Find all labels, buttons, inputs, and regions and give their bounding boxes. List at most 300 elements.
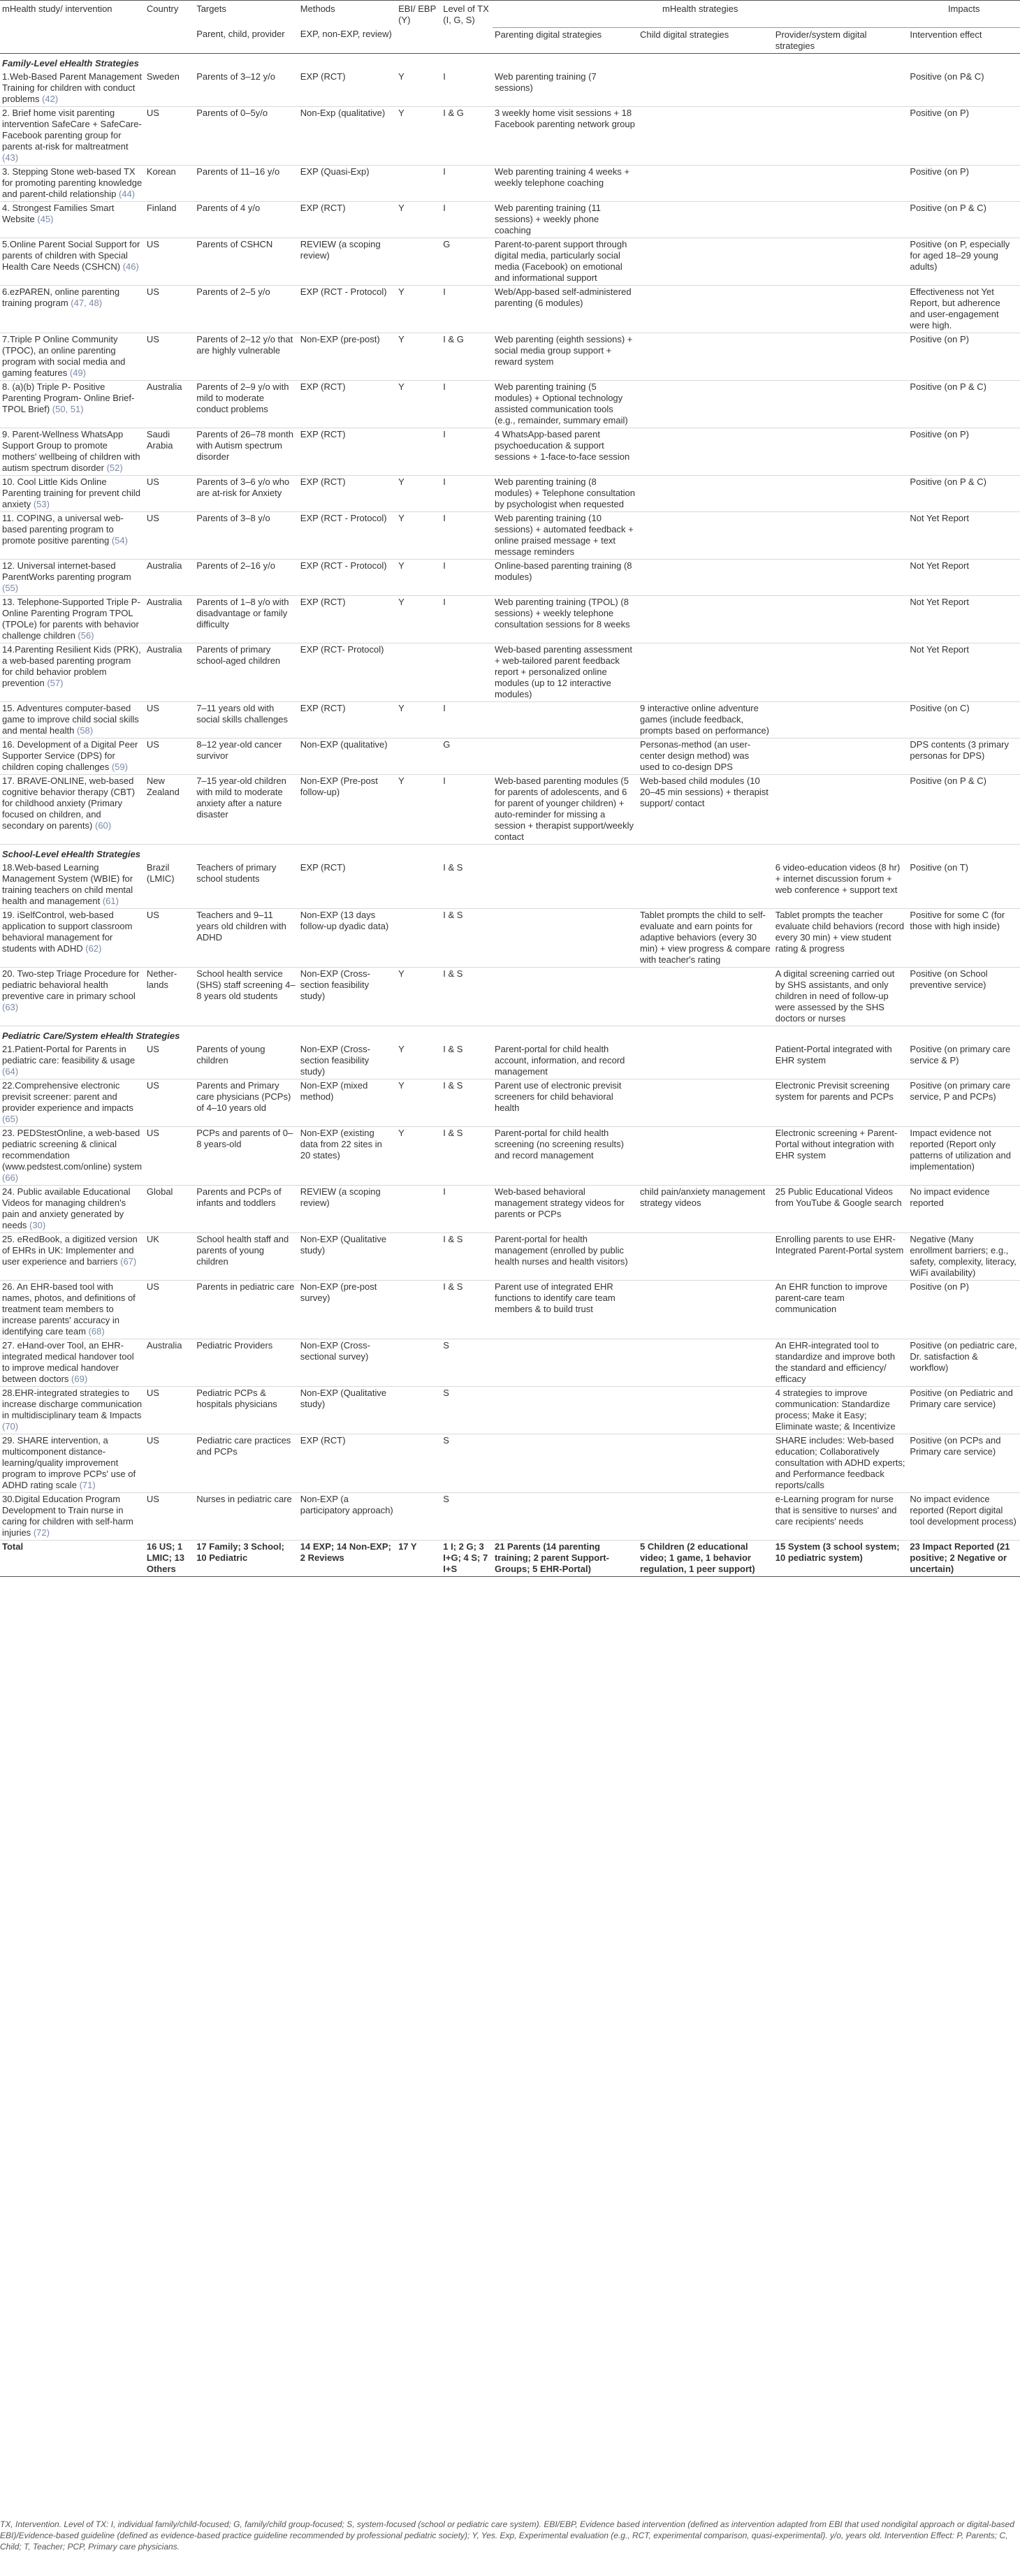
cell-effect: Positive (on C) bbox=[908, 701, 1020, 738]
header-targets: Targets bbox=[194, 1, 298, 28]
total-country: 16 US; 1 LMIC; 13 Others bbox=[145, 1540, 194, 1576]
cell-provider: Electronic Previsit screening system for parents and PCPs bbox=[773, 1079, 908, 1126]
cell-methods: Non-EXP (pre-post) bbox=[298, 333, 396, 380]
table-body bbox=[0, 53, 1020, 1540]
cell-country: Global bbox=[145, 1185, 194, 1232]
cell-study bbox=[0, 559, 145, 595]
study-title: 28.EHR-integrated strategies to increase discharge communication in multidisciplinary team & Impacts bbox=[2, 1387, 143, 1420]
cell-country: US bbox=[145, 908, 194, 967]
cell-study bbox=[0, 738, 145, 774]
cell-country: US bbox=[145, 1126, 194, 1185]
study-reference: (55) bbox=[2, 582, 19, 593]
cell-country: Finland bbox=[145, 201, 194, 238]
cell-provider bbox=[773, 643, 908, 701]
cell-level: G bbox=[441, 238, 493, 285]
cell-child: Tablet prompts the child to self-evaluate and earn points for adaptive behaviors (every 30 min) + view progress & compare with teacher's rating bbox=[638, 908, 773, 967]
cell-country: Australia bbox=[145, 595, 194, 643]
table-row bbox=[0, 908, 1020, 967]
cell-country: Korean bbox=[145, 165, 194, 201]
cell-level: I & S bbox=[441, 1280, 493, 1339]
cell-targets: Pediatric care practices and PCPs bbox=[194, 1434, 298, 1492]
cell-parenting: Web/App-based self-administered parenting (6 modules) bbox=[493, 285, 638, 333]
cell-ebi: Y bbox=[396, 1126, 441, 1185]
study-reference: (64) bbox=[2, 1065, 19, 1077]
cell-effect: Positive for some C (for those with high inside) bbox=[908, 908, 1020, 967]
table-row bbox=[0, 1185, 1020, 1232]
study-title: 27. eHand-over Tool, an EHR-integrated medical handover tool to improve medical handover between doctors bbox=[2, 1339, 134, 1384]
cell-child bbox=[638, 238, 773, 285]
cell-effect: Positive (on primary care service & P) bbox=[908, 1043, 1020, 1079]
cell-provider: A digital screening carried out by SHS assistants, and only children in need of follow-up were assessed by the SHS doctors or nurses bbox=[773, 967, 908, 1026]
cell-methods: EXP (RCT) bbox=[298, 380, 396, 428]
study-title: 17. BRAVE-ONLINE, web-based cognitive behavior therapy (CBT) for childhood anxiety (Primary focused on children, and secondary on parents) bbox=[2, 775, 136, 831]
cell-level: I bbox=[441, 701, 493, 738]
cell-country: US bbox=[145, 511, 194, 559]
cell-child bbox=[638, 511, 773, 559]
cell-parenting: 3 weekly home visit sessions + 18 Facebook parenting network group bbox=[493, 106, 638, 165]
cell-level: I bbox=[441, 595, 493, 643]
cell-ebi: Y bbox=[396, 71, 441, 107]
cell-targets: Parents of primary school-aged children bbox=[194, 643, 298, 701]
section-header-row bbox=[0, 844, 1020, 861]
cell-study bbox=[0, 701, 145, 738]
cell-parenting: Online-based parenting training (8 modules) bbox=[493, 559, 638, 595]
cell-study bbox=[0, 1079, 145, 1126]
cell-study bbox=[0, 475, 145, 511]
table-row bbox=[0, 428, 1020, 475]
cell-provider: e-Learning program for nurse that is sensitive to nurses' and care recipients' needs bbox=[773, 1492, 908, 1540]
cell-parenting: Parent-to-parent support through digital media, particularly social media (Facebook) on emotional and informational support bbox=[493, 238, 638, 285]
cell-parenting bbox=[493, 908, 638, 967]
cell-study bbox=[0, 1386, 145, 1434]
table-row bbox=[0, 774, 1020, 844]
cell-targets: Parents of 2–12 y/o that are highly vulnerable bbox=[194, 333, 298, 380]
total-methods: 14 EXP; 14 Non-EXP; 2 Reviews bbox=[298, 1540, 396, 1576]
cell-parenting: Parent use of electronic previsit screeners for child behavioral health bbox=[493, 1079, 638, 1126]
cell-child bbox=[638, 861, 773, 909]
cell-targets: Teachers and 9–11 years old children with ADHD bbox=[194, 908, 298, 967]
cell-country: UK bbox=[145, 1232, 194, 1280]
cell-level: I & S bbox=[441, 1232, 493, 1280]
study-reference: (65) bbox=[2, 1113, 19, 1124]
study-reference: (68) bbox=[88, 1325, 105, 1337]
cell-parenting bbox=[493, 1434, 638, 1492]
study-title: 16. Development of a Digital Peer Supporter Service (DPS) for children coping challenges bbox=[2, 738, 138, 772]
cell-effect: Positive (on Pediatric and Primary care service) bbox=[908, 1386, 1020, 1434]
cell-provider: SHARE includes: Web-based education; Collaboratively consultation with ADHD experts; and Performance feedback reports/calls bbox=[773, 1434, 908, 1492]
cell-level: S bbox=[441, 1434, 493, 1492]
header-row-2 bbox=[0, 27, 1020, 53]
cell-methods: EXP (RCT) bbox=[298, 595, 396, 643]
study-reference: (57) bbox=[47, 677, 64, 688]
study-title: 2. Brief home visit parenting intervention SafeCare + SafeCare-Facebook parenting group for parents at-risk for maltreatment bbox=[2, 107, 142, 152]
table-row bbox=[0, 1232, 1020, 1280]
cell-country: Australia bbox=[145, 559, 194, 595]
cell-provider: Enrolling parents to use EHR-Integrated Parent-Portal system bbox=[773, 1232, 908, 1280]
cell-methods: Non-EXP (Cross-section feasibility study) bbox=[298, 967, 396, 1026]
cell-effect: Positive (on School preventive service) bbox=[908, 967, 1020, 1026]
cell-provider bbox=[773, 333, 908, 380]
header-methods-sub: EXP, non-EXP, review) bbox=[298, 27, 396, 53]
section-title: Pediatric Care/System eHealth Strategies bbox=[2, 1030, 180, 1041]
cell-targets: School health staff and parents of young children bbox=[194, 1232, 298, 1280]
table-row bbox=[0, 967, 1020, 1026]
cell-provider bbox=[773, 774, 908, 844]
cell-ebi bbox=[396, 1280, 441, 1339]
cell-country: US bbox=[145, 475, 194, 511]
study-title: 10. Cool Little Kids Online Parenting training for prevent child anxiety bbox=[2, 476, 141, 509]
cell-study bbox=[0, 1126, 145, 1185]
table-row bbox=[0, 165, 1020, 201]
cell-methods: Non-EXP (a participatory approach) bbox=[298, 1492, 396, 1540]
study-reference: (62) bbox=[85, 943, 102, 954]
cell-provider: Tablet prompts the teacher evaluate child behaviors (record every 30 min) + view student rating & progress bbox=[773, 908, 908, 967]
study-reference: (72) bbox=[33, 1527, 50, 1538]
cell-effect: Positive (on P & C) bbox=[908, 380, 1020, 428]
study-reference: (63) bbox=[2, 1001, 19, 1012]
study-title: 30.Digital Education Program Development to Train nurse in caring for children with self-harm injuries bbox=[2, 1493, 133, 1538]
study-reference: (66) bbox=[2, 1172, 19, 1183]
cell-country: Australia bbox=[145, 380, 194, 428]
cell-methods: EXP (RCT - Protocol) bbox=[298, 559, 396, 595]
cell-study bbox=[0, 201, 145, 238]
cell-ebi bbox=[396, 1339, 441, 1386]
cell-country: US bbox=[145, 1043, 194, 1079]
cell-targets: Teachers of primary school students bbox=[194, 861, 298, 909]
total-level: 1 I; 2 G; 3 I+G; 4 S; 7 I+S bbox=[441, 1540, 493, 1576]
section-title: School-Level eHealth Strategies bbox=[2, 848, 140, 859]
cell-study bbox=[0, 1232, 145, 1280]
cell-level: I bbox=[441, 428, 493, 475]
cell-child bbox=[638, 475, 773, 511]
cell-country: US bbox=[145, 1280, 194, 1339]
cell-methods: EXP (RCT) bbox=[298, 428, 396, 475]
cell-effect: Positive (on P) bbox=[908, 106, 1020, 165]
cell-methods: EXP (RCT - Protocol) bbox=[298, 511, 396, 559]
table-row bbox=[0, 738, 1020, 774]
cell-ebi bbox=[396, 643, 441, 701]
cell-methods: EXP (RCT- Protocol) bbox=[298, 643, 396, 701]
cell-level: I & S bbox=[441, 1126, 493, 1185]
cell-targets: Nurses in pediatric care bbox=[194, 1492, 298, 1540]
cell-child bbox=[638, 1386, 773, 1434]
cell-ebi bbox=[396, 908, 441, 967]
cell-ebi: Y bbox=[396, 475, 441, 511]
cell-targets: Parents and Primary care physicians (PCPs) of 4–10 years old bbox=[194, 1079, 298, 1126]
cell-study bbox=[0, 511, 145, 559]
cell-targets: 8–12 year-old cancer survivor bbox=[194, 738, 298, 774]
cell-level: I & S bbox=[441, 908, 493, 967]
cell-parenting: Web parenting training (7 sessions) bbox=[493, 71, 638, 107]
cell-provider bbox=[773, 738, 908, 774]
study-reference: (58) bbox=[76, 725, 94, 736]
cell-methods: REVIEW (a scoping review) bbox=[298, 1185, 396, 1232]
cell-methods: EXP (RCT) bbox=[298, 475, 396, 511]
cell-ebi: Y bbox=[396, 201, 441, 238]
cell-country: US bbox=[145, 738, 194, 774]
cell-effect: Impact evidence not reported (Report only patterns of utilization and implementation) bbox=[908, 1126, 1020, 1185]
cell-level: I bbox=[441, 201, 493, 238]
table-row bbox=[0, 1043, 1020, 1079]
section-header-row bbox=[0, 1026, 1020, 1043]
cell-country: US bbox=[145, 1434, 194, 1492]
table-row bbox=[0, 201, 1020, 238]
cell-child: Web-based child modules (10 20–45 min sessions) + therapist support/ contact bbox=[638, 774, 773, 844]
cell-effect: Positive (on P& C) bbox=[908, 71, 1020, 107]
study-reference: (59) bbox=[111, 761, 128, 772]
study-title: 9. Parent-Wellness WhatsApp Support Group to promote mothers' wellbeing of children with autism spectrum disorder bbox=[2, 428, 140, 473]
header-child: Child digital strategies bbox=[638, 27, 773, 53]
cell-child bbox=[638, 1492, 773, 1540]
cell-parenting: Web parenting training (10 sessions) + automated feedback + online praised message + text message reminders bbox=[493, 511, 638, 559]
cell-child bbox=[638, 643, 773, 701]
cell-ebi: Y bbox=[396, 285, 441, 333]
header-country: Country bbox=[145, 1, 194, 28]
cell-provider bbox=[773, 201, 908, 238]
header-provider: Provider/system digital strategies bbox=[773, 27, 908, 53]
cell-methods: Non-Exp (qualitative) bbox=[298, 106, 396, 165]
cell-effect: Not Yet Report bbox=[908, 643, 1020, 701]
cell-parenting: Parent-portal for child health screening (no screening results) and record management bbox=[493, 1126, 638, 1185]
cell-effect: Not Yet Report bbox=[908, 559, 1020, 595]
cell-level: S bbox=[441, 1492, 493, 1540]
cell-study bbox=[0, 1185, 145, 1232]
header-targets-sub: Parent, child, provider bbox=[194, 27, 298, 53]
cell-parenting bbox=[493, 701, 638, 738]
cell-country: New Zealand bbox=[145, 774, 194, 844]
cell-level: S bbox=[441, 1339, 493, 1386]
header-strategies-group: mHealth strategies bbox=[493, 1, 908, 28]
cell-methods: Non-EXP (Qualitative study) bbox=[298, 1232, 396, 1280]
cell-child: child pain/anxiety management strategy videos bbox=[638, 1185, 773, 1232]
cell-provider bbox=[773, 380, 908, 428]
cell-effect: Positive (on P) bbox=[908, 165, 1020, 201]
cell-methods: EXP (RCT) bbox=[298, 201, 396, 238]
cell-ebi: Y bbox=[396, 774, 441, 844]
total-label: Total bbox=[0, 1540, 145, 1576]
cell-effect: Negative (Many enrollment barriers; e.g., safety, complexity, literacy, WiFi availability) bbox=[908, 1232, 1020, 1280]
cell-effect: No impact evidence reported bbox=[908, 1185, 1020, 1232]
cell-provider: An EHR-integrated tool to standardize and improve both the standard and efficiency/ efficacy bbox=[773, 1339, 908, 1386]
table-row bbox=[0, 1434, 1020, 1492]
study-reference: (30) bbox=[29, 1219, 46, 1230]
study-reference: (61) bbox=[102, 895, 119, 906]
cell-targets: Pediatric PCPs & hospitals physicians bbox=[194, 1386, 298, 1434]
cell-level: I bbox=[441, 475, 493, 511]
cell-methods: Non-EXP (Cross-sectional survey) bbox=[298, 1339, 396, 1386]
table-row bbox=[0, 106, 1020, 165]
study-reference: (60) bbox=[94, 820, 112, 831]
study-title: 8. (a)(b) Triple P- Positive Parenting Program- Online Brief- TPOL Brief) bbox=[2, 381, 135, 414]
study-reference: (49) bbox=[69, 367, 86, 378]
table-row bbox=[0, 285, 1020, 333]
study-title: 26. An EHR-based tool with names, photos, and definitions of treatment team members to increase parents' accuracy in identifying care team bbox=[2, 1281, 136, 1337]
study-reference: (43) bbox=[2, 152, 19, 163]
cell-country: Saudi Arabia bbox=[145, 428, 194, 475]
cell-targets: Parents of 0–5y/o bbox=[194, 106, 298, 165]
cell-level: I bbox=[441, 285, 493, 333]
cell-child bbox=[638, 1339, 773, 1386]
study-title: 4. Strongest Families Smart Website bbox=[2, 202, 115, 224]
cell-provider: 6 video-education videos (8 hr) + internet discussion forum + web conference + support text bbox=[773, 861, 908, 909]
cell-child bbox=[638, 333, 773, 380]
table-row bbox=[0, 595, 1020, 643]
study-reference: (47, 48) bbox=[71, 297, 103, 308]
cell-child bbox=[638, 1434, 773, 1492]
section-title: Family-Level eHealth Strategies bbox=[2, 57, 139, 68]
cell-study bbox=[0, 428, 145, 475]
table-row bbox=[0, 333, 1020, 380]
cell-provider: Patient-Portal integrated with EHR system bbox=[773, 1043, 908, 1079]
cell-ebi: Y bbox=[396, 1043, 441, 1079]
study-reference: (44) bbox=[118, 188, 136, 199]
cell-parenting: Parent-portal for health management (enrolled by public health nurses and health visitors) bbox=[493, 1232, 638, 1280]
study-reference: (70) bbox=[2, 1420, 19, 1432]
cell-child: 9 interactive online adventure games (include feedback, prompts based on performance) bbox=[638, 701, 773, 738]
cell-ebi bbox=[396, 1232, 441, 1280]
cell-effect: Positive (on P, especially for aged 18–29 young adults) bbox=[908, 238, 1020, 285]
cell-targets: Parents of 3–8 y/o bbox=[194, 511, 298, 559]
cell-provider: 4 strategies to improve communication: Standardize process; Make it Easy; Eliminate waste; & Incentivize bbox=[773, 1386, 908, 1434]
cell-targets: Parents of 2–9 y/o with mild to moderate conduct problems bbox=[194, 380, 298, 428]
header-study: mHealth study/ intervention bbox=[0, 1, 145, 28]
cell-country: Sweden bbox=[145, 71, 194, 107]
cell-effect: Positive (on P) bbox=[908, 333, 1020, 380]
cell-targets: Parents of 3–6 y/o who are at-risk for Anxiety bbox=[194, 475, 298, 511]
cell-level: I bbox=[441, 165, 493, 201]
cell-methods: Non-EXP (qualitative) bbox=[298, 738, 396, 774]
cell-study bbox=[0, 1280, 145, 1339]
cell-level: I bbox=[441, 559, 493, 595]
total-effect: 23 Impact Reported (21 positive; 2 Negative or uncertain) bbox=[908, 1540, 1020, 1576]
cell-targets: Parents of CSHCN bbox=[194, 238, 298, 285]
cell-parenting: Parent-portal for child health account, information, and record management bbox=[493, 1043, 638, 1079]
cell-country: Brazil (LMIC) bbox=[145, 861, 194, 909]
cell-country: US bbox=[145, 285, 194, 333]
cell-provider bbox=[773, 106, 908, 165]
cell-level: I bbox=[441, 774, 493, 844]
total-targets: 17 Family; 3 School; 10 Pediatric bbox=[194, 1540, 298, 1576]
cell-targets: Pediatric Providers bbox=[194, 1339, 298, 1386]
cell-provider bbox=[773, 595, 908, 643]
cell-parenting: Web parenting training (5 modules) + Optional technology assisted communication tools (e.g., remainder, summary email) bbox=[493, 380, 638, 428]
cell-targets: School health service (SHS) staff screening 4–8 years old students bbox=[194, 967, 298, 1026]
study-reference: (50, 51) bbox=[52, 403, 84, 414]
cell-effect: Positive (on P & C) bbox=[908, 201, 1020, 238]
cell-methods: Non-EXP (mixed method) bbox=[298, 1079, 396, 1126]
cell-study bbox=[0, 1492, 145, 1540]
cell-child bbox=[638, 1280, 773, 1339]
cell-ebi bbox=[396, 238, 441, 285]
cell-country: US bbox=[145, 1492, 194, 1540]
cell-ebi bbox=[396, 165, 441, 201]
cell-targets: Parents of 4 y/o bbox=[194, 201, 298, 238]
cell-effect: Positive (on primary care service, P and PCPs) bbox=[908, 1079, 1020, 1126]
cell-country: US bbox=[145, 1386, 194, 1434]
cell-level: I & S bbox=[441, 1043, 493, 1079]
cell-effect: Positive (on T) bbox=[908, 861, 1020, 909]
study-title: 11. COPING, a universal web-based parenting program to promote positive parenting bbox=[2, 512, 124, 546]
cell-parenting bbox=[493, 1492, 638, 1540]
cell-level: I & S bbox=[441, 861, 493, 909]
cell-country: US bbox=[145, 106, 194, 165]
cell-provider bbox=[773, 511, 908, 559]
study-title: 18.Web-based Learning Management System (WBIE) for training teachers on child mental health and management bbox=[2, 861, 133, 906]
study-reference: (42) bbox=[42, 93, 59, 104]
study-reference: (54) bbox=[111, 534, 128, 546]
cell-ebi bbox=[396, 428, 441, 475]
study-title: 24. Public available Educational Videos for managing children's pain and anxiety generated by needs bbox=[2, 1186, 131, 1230]
table-row bbox=[0, 1492, 1020, 1540]
table-row bbox=[0, 475, 1020, 511]
cell-effect: Positive (on pediatric care, Dr. satisfaction & workflow) bbox=[908, 1339, 1020, 1386]
study-title: 19. iSelfControl, web-based application to support classroom behavioral management for students with ADHD bbox=[2, 909, 133, 954]
cell-provider bbox=[773, 428, 908, 475]
cell-ebi: Y bbox=[396, 559, 441, 595]
cell-methods: Non-EXP (pre-post survey) bbox=[298, 1280, 396, 1339]
cell-provider bbox=[773, 238, 908, 285]
table-row bbox=[0, 861, 1020, 909]
cell-methods: EXP (RCT) bbox=[298, 71, 396, 107]
cell-child bbox=[638, 967, 773, 1026]
cell-child bbox=[638, 1043, 773, 1079]
cell-parenting: Web parenting (eighth sessions) + social media group support + reward system bbox=[493, 333, 638, 380]
cell-study bbox=[0, 774, 145, 844]
cell-ebi bbox=[396, 1434, 441, 1492]
study-reference: (52) bbox=[106, 462, 123, 473]
cell-parenting bbox=[493, 861, 638, 909]
cell-ebi bbox=[396, 1386, 441, 1434]
cell-study bbox=[0, 1043, 145, 1079]
cell-ebi bbox=[396, 738, 441, 774]
cell-methods: Non-EXP (13 days follow-up dyadic data) bbox=[298, 908, 396, 967]
cell-methods: Non-EXP (Cross-section feasibility study) bbox=[298, 1043, 396, 1079]
cell-level: I & G bbox=[441, 333, 493, 380]
cell-level: I bbox=[441, 71, 493, 107]
cell-level: I bbox=[441, 380, 493, 428]
cell-parenting: Web parenting training (11 sessions) + weekly phone coaching bbox=[493, 201, 638, 238]
cell-ebi: Y bbox=[396, 701, 441, 738]
cell-targets: Parents of 2–5 y/o bbox=[194, 285, 298, 333]
header-impacts-group: Impacts bbox=[908, 1, 1020, 28]
study-reference: (53) bbox=[33, 498, 50, 509]
cell-targets: Parents and PCPs of infants and toddlers bbox=[194, 1185, 298, 1232]
cell-effect: Not Yet Report bbox=[908, 511, 1020, 559]
cell-parenting: Web-based parenting assessment + web-tailored parent feedback report + personalized online modules (up to 12 interactive modules) bbox=[493, 643, 638, 701]
cell-methods: EXP (Quasi-Exp) bbox=[298, 165, 396, 201]
cell-methods: EXP (RCT) bbox=[298, 1434, 396, 1492]
table-row bbox=[0, 511, 1020, 559]
cell-targets: 7–15 year-old children with mild to moderate anxiety after a nature disaster bbox=[194, 774, 298, 844]
cell-child bbox=[638, 106, 773, 165]
study-title: 3. Stepping Stone web-based TX for promoting parenting knowledge and parent-child relationship bbox=[2, 166, 143, 199]
cell-level: G bbox=[441, 738, 493, 774]
cell-study bbox=[0, 643, 145, 701]
table-row bbox=[0, 1339, 1020, 1386]
cell-ebi bbox=[396, 861, 441, 909]
header-level: Level of TX (I, G, S) bbox=[441, 1, 493, 28]
cell-ebi: Y bbox=[396, 106, 441, 165]
header-effect: Intervention effect bbox=[908, 27, 1020, 53]
cell-methods: REVIEW (a scoping review) bbox=[298, 238, 396, 285]
cell-effect: Effectiveness not Yet Report, but adherence and user-engagement were high. bbox=[908, 285, 1020, 333]
cell-child bbox=[638, 285, 773, 333]
cell-methods: Non-EXP (Pre-post follow-up) bbox=[298, 774, 396, 844]
table-row bbox=[0, 701, 1020, 738]
cell-study bbox=[0, 333, 145, 380]
study-reference: (46) bbox=[122, 261, 139, 272]
header-methods: Methods bbox=[298, 1, 396, 28]
